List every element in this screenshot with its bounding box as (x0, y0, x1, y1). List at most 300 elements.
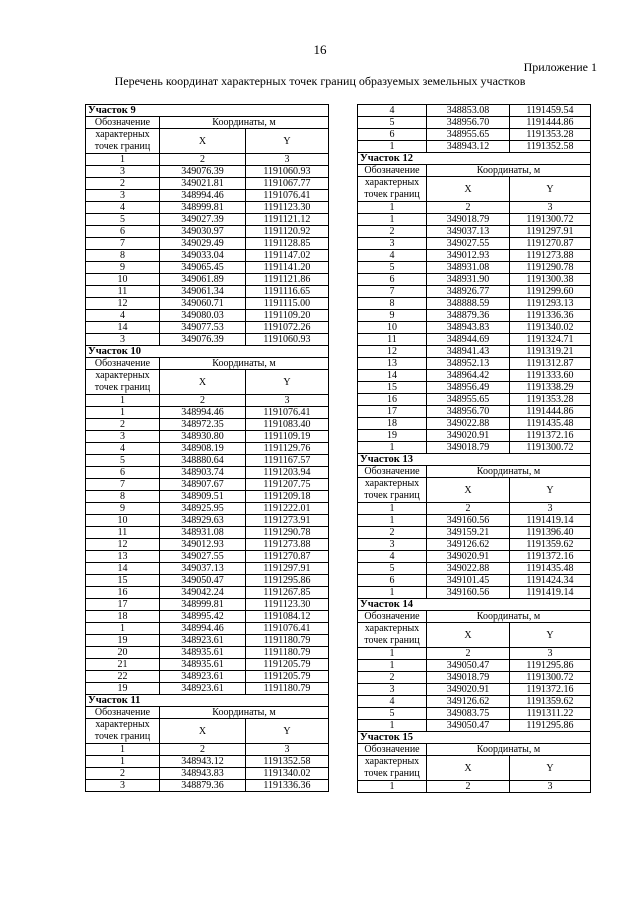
y-coordinate-cell: 1191299.60 (510, 286, 591, 298)
point-number-cell: 13 (358, 358, 427, 370)
x-coordinate-cell: 348888.59 (427, 298, 510, 310)
y-coordinate-cell: 1191295.86 (246, 575, 329, 587)
x-coordinate-cell: 349042.24 (160, 587, 246, 599)
table-row (86, 491, 329, 503)
column-number-cell: 2 (160, 395, 246, 407)
y-coordinate-cell: 1191180.79 (246, 635, 329, 647)
point-number-cell: 1 (358, 660, 427, 672)
x-coordinate-cell: 349077.53 (160, 322, 246, 334)
x-coordinate-cell: 348956.70 (427, 117, 510, 129)
table-row (86, 190, 329, 202)
y-coordinate-cell: 1191072.26 (246, 322, 329, 334)
point-number-cell: 1 (86, 407, 160, 419)
table-row (86, 527, 329, 539)
table-header-row (358, 756, 591, 781)
x-coordinate-cell: 349060.71 (160, 298, 246, 310)
table-row (86, 202, 329, 214)
coordinates-table-left (85, 104, 329, 792)
x-coordinate-cell: 348943.12 (160, 756, 246, 768)
x-coordinate-cell: 348909.51 (160, 491, 246, 503)
table-row (358, 286, 591, 298)
designation-header: Обозначение (86, 117, 160, 129)
table-row (86, 274, 329, 286)
point-number-cell: 5 (358, 708, 427, 720)
point-number-cell: 3 (86, 780, 160, 792)
y-coordinate-cell: 1191084.12 (246, 611, 329, 623)
table-row (86, 671, 329, 683)
x-coordinate-cell: 348944.69 (427, 334, 510, 346)
table-row (358, 358, 591, 370)
designation-header-cont (86, 129, 160, 154)
x-coordinate-cell: 349061.34 (160, 286, 246, 298)
x-coordinate-cell: 349160.56 (427, 587, 510, 599)
x-coordinate-cell: 349037.13 (427, 226, 510, 238)
y-coordinate-cell: 1191209.18 (246, 491, 329, 503)
y-coordinate-cell: 1191372.16 (510, 684, 591, 696)
point-number-cell: 11 (86, 286, 160, 298)
x-coordinate-cell: 349022.88 (427, 418, 510, 430)
x-coordinate-cell: 349012.93 (160, 539, 246, 551)
point-number-cell: 5 (358, 262, 427, 274)
coordinates-header: Координаты, м (427, 611, 591, 623)
table-row (86, 431, 329, 443)
table-row (358, 214, 591, 226)
table-row (358, 684, 591, 696)
x-coordinate-cell: 349159.21 (427, 527, 510, 539)
y-coordinate-cell: 1191270.87 (246, 551, 329, 563)
coordinates-table-right (357, 104, 591, 793)
y-coordinate-cell: 1191333.60 (510, 370, 591, 382)
point-number-cell: 9 (86, 503, 160, 515)
x-coordinate-cell: 348955.65 (427, 394, 510, 406)
y-coordinate-cell: 1191353.28 (510, 129, 591, 141)
point-number-cell: 14 (86, 322, 160, 334)
point-number-cell: 3 (86, 431, 160, 443)
y-header: Y (510, 177, 591, 202)
designation-header: Обозначение (358, 744, 427, 756)
y-coordinate-cell: 1191424.34 (510, 575, 591, 587)
point-number-cell: 7 (358, 286, 427, 298)
table-row (358, 563, 591, 575)
column-number-cell: 1 (358, 503, 427, 515)
designation-line: характерных (95, 719, 150, 730)
designation-header: Обозначение (358, 466, 427, 478)
table-row (86, 443, 329, 455)
table-row (358, 129, 591, 141)
table-row (86, 503, 329, 515)
x-coordinate-cell: 348929.63 (160, 515, 246, 527)
table-row (86, 467, 329, 479)
y-coordinate-cell: 1191060.93 (246, 334, 329, 346)
section-title: Участок 15 (358, 732, 591, 744)
point-number-cell: 4 (358, 696, 427, 708)
column-number-cell: 2 (427, 202, 510, 214)
section-row (358, 732, 591, 744)
y-coordinate-cell: 1191067.77 (246, 178, 329, 190)
y-coordinate-cell: 1191141.20 (246, 262, 329, 274)
x-coordinate-cell: 349020.91 (427, 430, 510, 442)
y-coordinate-cell: 1191444.86 (510, 406, 591, 418)
y-coordinate-cell: 1191359.62 (510, 539, 591, 551)
x-coordinate-cell: 348926.77 (427, 286, 510, 298)
point-number-cell: 16 (358, 394, 427, 406)
section-title: Участок 14 (358, 599, 591, 611)
y-coordinate-cell: 1191205.79 (246, 659, 329, 671)
y-coordinate-cell: 1191273.88 (246, 539, 329, 551)
point-number-cell: 4 (358, 551, 427, 563)
point-number-cell: 7 (86, 238, 160, 250)
point-number-cell: 8 (358, 298, 427, 310)
point-number-cell: 4 (86, 310, 160, 322)
y-coordinate-cell: 1191290.78 (246, 527, 329, 539)
table-row (358, 274, 591, 286)
x-coordinate-cell: 349076.39 (160, 166, 246, 178)
section-title: Участок 9 (86, 105, 329, 117)
y-header: Y (510, 756, 591, 781)
y-coordinate-cell: 1191115.00 (246, 298, 329, 310)
table-row (86, 238, 329, 250)
point-number-cell: 3 (86, 166, 160, 178)
table-row (86, 479, 329, 491)
column-number-cell: 1 (86, 744, 160, 756)
designation-line: точек границ (364, 635, 420, 646)
table-row (86, 298, 329, 310)
designation-header-cont (358, 177, 427, 202)
x-coordinate-cell: 349027.55 (160, 551, 246, 563)
y-header: Y (246, 719, 329, 744)
table-row (86, 262, 329, 274)
y-coordinate-cell: 1191267.85 (246, 587, 329, 599)
table-row (358, 298, 591, 310)
y-coordinate-cell: 1191372.16 (510, 551, 591, 563)
point-number-cell: 16 (86, 587, 160, 599)
x-coordinate-cell: 348994.46 (160, 190, 246, 202)
y-coordinate-cell: 1191340.02 (246, 768, 329, 780)
designation-header-cont (86, 370, 160, 395)
table-row (358, 442, 591, 454)
table-row (86, 322, 329, 334)
column-number-row (86, 744, 329, 756)
x-coordinate-cell: 348930.80 (160, 431, 246, 443)
x-coordinate-cell: 349061.89 (160, 274, 246, 286)
y-coordinate-cell: 1191295.86 (510, 660, 591, 672)
x-coordinate-cell: 348943.83 (160, 768, 246, 780)
table-row (358, 696, 591, 708)
column-number-cell: 1 (86, 154, 160, 166)
y-coordinate-cell: 1191338.29 (510, 382, 591, 394)
point-number-cell: 14 (358, 370, 427, 382)
designation-header: Обозначение (86, 358, 160, 370)
table-header-row (86, 129, 329, 154)
table-header-row (358, 744, 591, 756)
table-row (358, 262, 591, 274)
y-coordinate-cell: 1191444.86 (510, 117, 591, 129)
y-coordinate-cell: 1191352.58 (510, 141, 591, 153)
coordinates-header: Координаты, м (160, 707, 329, 719)
coordinates-header: Координаты, м (427, 165, 591, 177)
table-header-row (358, 466, 591, 478)
right-table-column (357, 104, 590, 793)
section-row (358, 153, 591, 165)
x-coordinate-cell: 348956.49 (427, 382, 510, 394)
point-number-cell: 21 (86, 659, 160, 671)
x-coordinate-cell: 349050.47 (427, 720, 510, 732)
x-coordinate-cell: 348935.61 (160, 659, 246, 671)
y-coordinate-cell: 1191435.48 (510, 418, 591, 430)
x-coordinate-cell: 348955.65 (427, 129, 510, 141)
x-coordinate-cell: 349018.79 (427, 214, 510, 226)
table-row (358, 105, 591, 117)
x-coordinate-cell: 349030.97 (160, 226, 246, 238)
table-row (358, 250, 591, 262)
table-row (86, 647, 329, 659)
y-coordinate-cell: 1191300.72 (510, 214, 591, 226)
x-header: X (160, 719, 246, 744)
x-header: X (160, 370, 246, 395)
y-coordinate-cell: 1191297.91 (510, 226, 591, 238)
table-row (86, 334, 329, 346)
table-header-row (86, 707, 329, 719)
y-coordinate-cell: 1191180.79 (246, 683, 329, 695)
point-number-cell: 12 (86, 298, 160, 310)
x-coordinate-cell: 348903.74 (160, 467, 246, 479)
point-number-cell: 1 (358, 442, 427, 454)
table-row (86, 780, 329, 792)
table-row (86, 214, 329, 226)
point-number-cell: 17 (86, 599, 160, 611)
y-coordinate-cell: 1191076.41 (246, 623, 329, 635)
x-header: X (160, 129, 246, 154)
column-number-cell: 1 (86, 395, 160, 407)
section-title: Участок 13 (358, 454, 591, 466)
designation-line: точек границ (94, 382, 151, 393)
point-number-cell: 10 (358, 322, 427, 334)
designation-header-cont (358, 623, 427, 648)
table-header-row (358, 611, 591, 623)
x-coordinate-cell: 348999.81 (160, 202, 246, 214)
x-coordinate-cell: 348972.35 (160, 419, 246, 431)
x-coordinate-cell: 348994.46 (160, 623, 246, 635)
y-coordinate-cell: 1191180.79 (246, 647, 329, 659)
designation-line: точек границ (94, 731, 151, 742)
y-coordinate-cell: 1191340.02 (510, 322, 591, 334)
x-coordinate-cell: 348879.36 (427, 310, 510, 322)
designation-header: Обозначение (358, 611, 427, 623)
table-row (358, 370, 591, 382)
point-number-cell: 8 (86, 250, 160, 262)
table-row (358, 226, 591, 238)
x-coordinate-cell: 349012.93 (427, 250, 510, 262)
table-row (358, 322, 591, 334)
table-row (86, 635, 329, 647)
y-coordinate-cell: 1191300.38 (510, 274, 591, 286)
point-number-cell: 12 (358, 346, 427, 358)
designation-line: точек границ (94, 141, 151, 152)
table-header-row (358, 478, 591, 503)
x-coordinate-cell: 349018.79 (427, 442, 510, 454)
table-header-row (86, 117, 329, 129)
column-number-cell: 1 (358, 781, 427, 793)
designation-line: характерных (95, 370, 150, 381)
table-row (86, 551, 329, 563)
table-row (358, 551, 591, 563)
y-coordinate-cell: 1191435.48 (510, 563, 591, 575)
x-coordinate-cell: 348931.08 (427, 262, 510, 274)
table-row (358, 515, 591, 527)
x-coordinate-cell: 349065.45 (160, 262, 246, 274)
point-number-cell: 19 (86, 683, 160, 695)
table-row (358, 672, 591, 684)
column-number-cell: 2 (427, 503, 510, 515)
point-number-cell: 1 (358, 720, 427, 732)
column-number-cell: 1 (358, 202, 427, 214)
y-coordinate-cell: 1191300.72 (510, 672, 591, 684)
point-number-cell: 5 (358, 117, 427, 129)
point-number-cell: 13 (86, 551, 160, 563)
coordinates-header: Координаты, м (427, 466, 591, 478)
table-row (358, 346, 591, 358)
x-coordinate-cell: 348943.83 (427, 322, 510, 334)
y-coordinate-cell: 1191207.75 (246, 479, 329, 491)
table-row (86, 286, 329, 298)
coordinates-header: Координаты, м (160, 117, 329, 129)
y-coordinate-cell: 1191419.14 (510, 515, 591, 527)
table-row (86, 623, 329, 635)
column-number-cell: 3 (510, 781, 591, 793)
column-number-cell: 3 (510, 648, 591, 660)
x-coordinate-cell: 348956.70 (427, 406, 510, 418)
y-coordinate-cell: 1191076.41 (246, 407, 329, 419)
point-number-cell: 3 (86, 334, 160, 346)
section-row (86, 346, 329, 358)
y-coordinate-cell: 1191311.22 (510, 708, 591, 720)
y-coordinate-cell: 1191396.40 (510, 527, 591, 539)
point-number-cell: 2 (86, 768, 160, 780)
x-coordinate-cell: 348923.61 (160, 683, 246, 695)
point-number-cell: 4 (358, 105, 427, 117)
x-header: X (427, 623, 510, 648)
column-number-cell: 2 (427, 648, 510, 660)
point-number-cell: 2 (358, 527, 427, 539)
x-coordinate-cell: 348925.95 (160, 503, 246, 515)
table-row (86, 768, 329, 780)
x-header: X (427, 756, 510, 781)
y-coordinate-cell: 1191128.85 (246, 238, 329, 250)
y-header: Y (510, 478, 591, 503)
x-coordinate-cell: 349160.56 (427, 515, 510, 527)
point-number-cell: 8 (86, 491, 160, 503)
table-row (358, 418, 591, 430)
designation-line: характерных (364, 623, 420, 634)
point-number-cell: 1 (86, 623, 160, 635)
x-coordinate-cell: 348853.08 (427, 105, 510, 117)
y-coordinate-cell: 1191121.12 (246, 214, 329, 226)
table-row (86, 539, 329, 551)
table-row (86, 178, 329, 190)
y-coordinate-cell: 1191419.14 (510, 587, 591, 599)
y-coordinate-cell: 1191121.86 (246, 274, 329, 286)
point-number-cell: 3 (358, 539, 427, 551)
point-number-cell: 6 (358, 129, 427, 141)
column-number-cell: 3 (246, 744, 329, 756)
x-coordinate-cell: 348999.81 (160, 599, 246, 611)
point-number-cell: 1 (358, 214, 427, 226)
point-number-cell: 14 (86, 563, 160, 575)
y-coordinate-cell: 1191273.91 (246, 515, 329, 527)
designation-line: характерных (364, 756, 420, 767)
section-row (86, 695, 329, 707)
x-coordinate-cell: 349021.81 (160, 178, 246, 190)
point-number-cell: 1 (358, 587, 427, 599)
point-number-cell: 6 (358, 274, 427, 286)
table-row (86, 683, 329, 695)
table-row (86, 587, 329, 599)
x-coordinate-cell: 348952.13 (427, 358, 510, 370)
section-title: Участок 11 (86, 695, 329, 707)
table-row (86, 250, 329, 262)
x-coordinate-cell: 349076.39 (160, 334, 246, 346)
table-row (86, 756, 329, 768)
y-coordinate-cell: 1191352.58 (246, 756, 329, 768)
section-title: Участок 10 (86, 346, 329, 358)
x-coordinate-cell: 348935.61 (160, 647, 246, 659)
column-number-cell: 3 (510, 503, 591, 515)
table-row (358, 238, 591, 250)
x-coordinate-cell: 348908.19 (160, 443, 246, 455)
y-coordinate-cell: 1191109.19 (246, 431, 329, 443)
y-coordinate-cell: 1191167.57 (246, 455, 329, 467)
x-coordinate-cell: 349020.91 (427, 551, 510, 563)
y-coordinate-cell: 1191295.86 (510, 720, 591, 732)
table-row (358, 334, 591, 346)
left-table-column (85, 104, 328, 792)
table-header-row (358, 623, 591, 648)
y-coordinate-cell: 1191324.71 (510, 334, 591, 346)
x-coordinate-cell: 349126.62 (427, 539, 510, 551)
designation-header-cont (86, 719, 160, 744)
column-number-row (358, 648, 591, 660)
x-coordinate-cell: 349027.39 (160, 214, 246, 226)
table-row (358, 720, 591, 732)
table-row (86, 455, 329, 467)
column-number-cell: 2 (427, 781, 510, 793)
section-row (358, 599, 591, 611)
x-coordinate-cell: 348931.90 (427, 274, 510, 286)
x-coordinate-cell: 348879.36 (160, 780, 246, 792)
x-header: X (427, 478, 510, 503)
x-coordinate-cell: 348923.61 (160, 671, 246, 683)
point-number-cell: 10 (86, 274, 160, 286)
point-number-cell: 5 (86, 455, 160, 467)
table-row (358, 310, 591, 322)
y-header: Y (510, 623, 591, 648)
y-coordinate-cell: 1191123.30 (246, 202, 329, 214)
column-number-row (86, 395, 329, 407)
x-coordinate-cell: 348941.43 (427, 346, 510, 358)
table-row (86, 599, 329, 611)
y-coordinate-cell: 1191083.40 (246, 419, 329, 431)
designation-line: характерных (364, 177, 420, 188)
x-coordinate-cell: 348995.42 (160, 611, 246, 623)
point-number-cell: 4 (358, 250, 427, 262)
point-number-cell: 11 (358, 334, 427, 346)
x-coordinate-cell: 349027.55 (427, 238, 510, 250)
designation-line: характерных (364, 478, 420, 489)
document-title: Перечень координат характерных точек границ образуемых земельных участков (114, 74, 526, 88)
point-number-cell: 5 (86, 214, 160, 226)
y-coordinate-cell: 1191336.36 (246, 780, 329, 792)
y-coordinate-cell: 1191353.28 (510, 394, 591, 406)
